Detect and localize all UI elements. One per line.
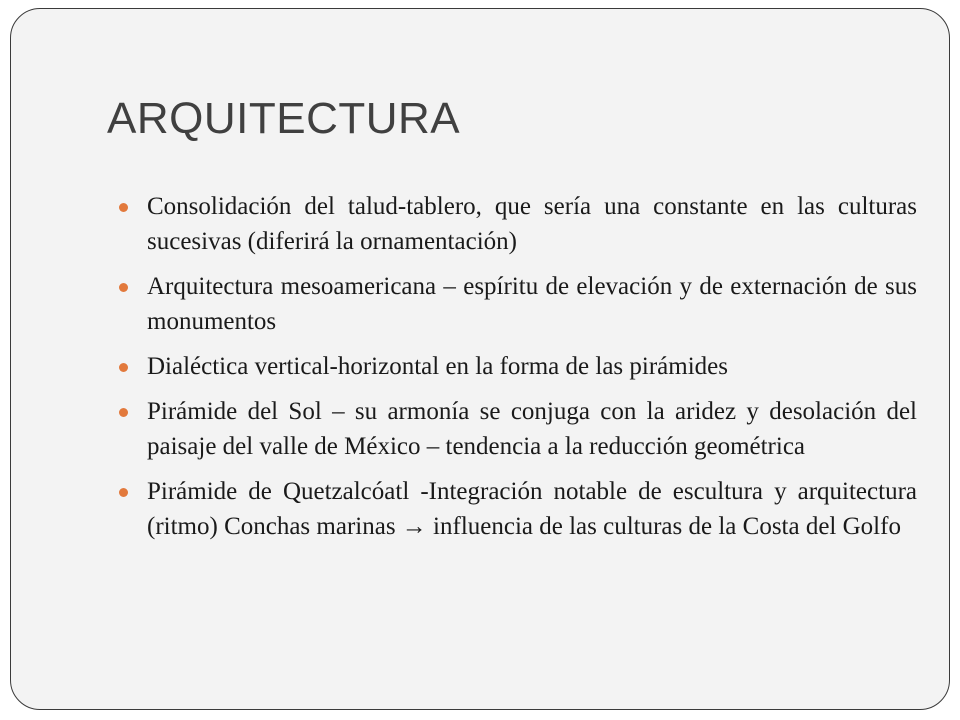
list-item: [117, 474, 917, 544]
bullet-list: [117, 189, 917, 554]
bullet-dot-icon: [119, 488, 128, 497]
bullet-dot-icon: [119, 203, 128, 212]
bullet-text: Pirámide del Sol – su armonía se conjuga con la aridez y desolación del paisaje del valle de México – tendencia a la reducción geométrica: [147, 398, 917, 460]
bullet-text: Pirámide de Quetzalcóatl -Integración notable de escultura y arquitectura (ritmo) Conchas marinas → influencia de las culturas de la Costa del Golfo: [147, 478, 917, 540]
bullet-text: Dialéctica vertical-horizontal en la forma de las pirámides: [147, 353, 728, 380]
bullet-dot-icon: [119, 283, 128, 292]
bullet-dot-icon: [119, 408, 128, 417]
bullet-dot-icon: [119, 363, 128, 372]
list-item: [117, 349, 917, 384]
bullet-text: Consolidación del talud-tablero, que sería una constante en las culturas sucesivas (diferirá la ornamentación): [147, 193, 917, 255]
list-item: [117, 269, 917, 339]
list-item: [117, 394, 917, 464]
bullet-text: Arquitectura mesoamericana – espíritu de elevación y de externación de sus monumentos: [147, 273, 917, 335]
list-item: [117, 189, 917, 259]
slide-frame: [10, 8, 950, 710]
slide-title: ARQUITECTURA: [107, 94, 461, 143]
